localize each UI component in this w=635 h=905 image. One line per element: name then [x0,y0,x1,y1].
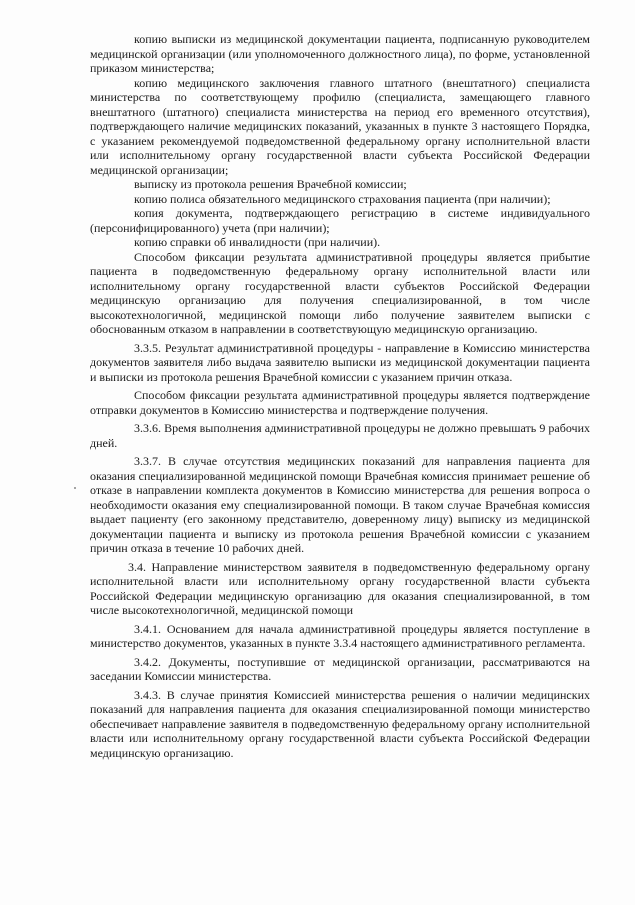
paragraph: копию выписки из медицинской документации пациента, подписанную руководителем медицинской организации (или уполномоченного должностного лица), по форме, установленной приказом министерства; [90,32,590,75]
paragraph: 3.4.1. Основанием для начала административной процедуры является поступление в министерство документов, указанных в пункте 3.3.4 настоящего административного регламента. [90,621,590,650]
paragraph: 3.3.7. В случае отсутствия медицинских показаний для направления пациента для оказания специализированной медицинской помощи Врачебная комиссия принимает решение об отказе в направлении комплекта документов в Комиссию министерства для решения вопроса о необходимости оказания ему специализированной помощи. В таком случае Врачебная комиссия выдает пациенту (его законному представителю, доверенному лицу) выписку из медицинской документации пациента и выписку из протокола решения Врачебной комиссии с указанием причин отказа в течение 10 рабочих дней. [90,454,590,555]
paragraph: 3.4. Направление министерством заявителя в подведомственную федеральному органу исполнительной власти или исполнительному органу государственной власти субъекта Российской Федерации медицинскую организацию для оказания специализированной, в том числе высокотехнологичной, медицинской помощи [90,559,590,617]
paragraph: 3.3.6. Время выполнения административной процедуры не должно превышать 9 рабочих дней. [90,421,590,450]
paragraph: выписку из протокола решения Врачебной комиссии; [134,177,407,191]
paragraph: копию справки об инвалидности (при наличии). [134,235,381,249]
document-body [90,32,590,760]
paragraph: 3.4.3. В случае принятия Комиссией министерства решения о наличии медицинских показаний для направления пациента для оказания специализированной помощи министерство обеспечивает направление заявителя в подведомственную федеральному органу исполнительной власти или исполнительному органу государственной власти субъекта Российской Федерации медицинскую организацию. [90,687,590,760]
paragraph: 3.3.5. Результат административной процедуры - направление в Комиссию министерства документов заявителя либо выдача заявителю выписки из медицинской документации пациента и выписки из протокола решения Врачебной комиссии с указанием причин отказа. [90,340,590,384]
paragraph: копию медицинского заключения главного штатного (внештатного) специалиста министерства по соответствующему профилю (специалиста, замещающего главного внештатного (штатного) специалиста министерства на период его временного отсутствия), подтверждающего наличие медицинских показаний, указанных в пункте 3 настоящего Порядка, с указанием рекомендуемой подведомственной федеральному органу исполнительной власти или исполнительному органу государственной власти субъекта Российской Федерации медицинской организации; [90,75,590,177]
scan-speck [74,487,76,489]
paragraph: 3.4.2. Документы, поступившие от медицинской организации, рассматриваются на заседании Комиссии министерства. [90,654,590,683]
paragraph: Способом фиксации результата административной процедуры является прибытие пациента в подведомственную федеральному органу исполнительной власти или исполнительному органу государственной власти субъектов Российской Федерации медицинскую организацию для получения специализированной, в том числе высокотехнологичной, медицинской помощи либо получение заявителем выписки с обоснованным отказом в направлении в соответствующую медицинскую организацию. [90,249,590,336]
paragraph: Способом фиксации результата административной процедуры является подтверждение отправки документов в Комиссию министерства и подтверждение получения. [90,388,590,417]
paragraph: копию полиса обязательного медицинского страхования пациента (при наличии); [134,191,551,206]
paragraph: копия документа, подтверждающего регистрацию в системе индивидуального (персонифицированного) учета (при наличии); [90,206,590,235]
